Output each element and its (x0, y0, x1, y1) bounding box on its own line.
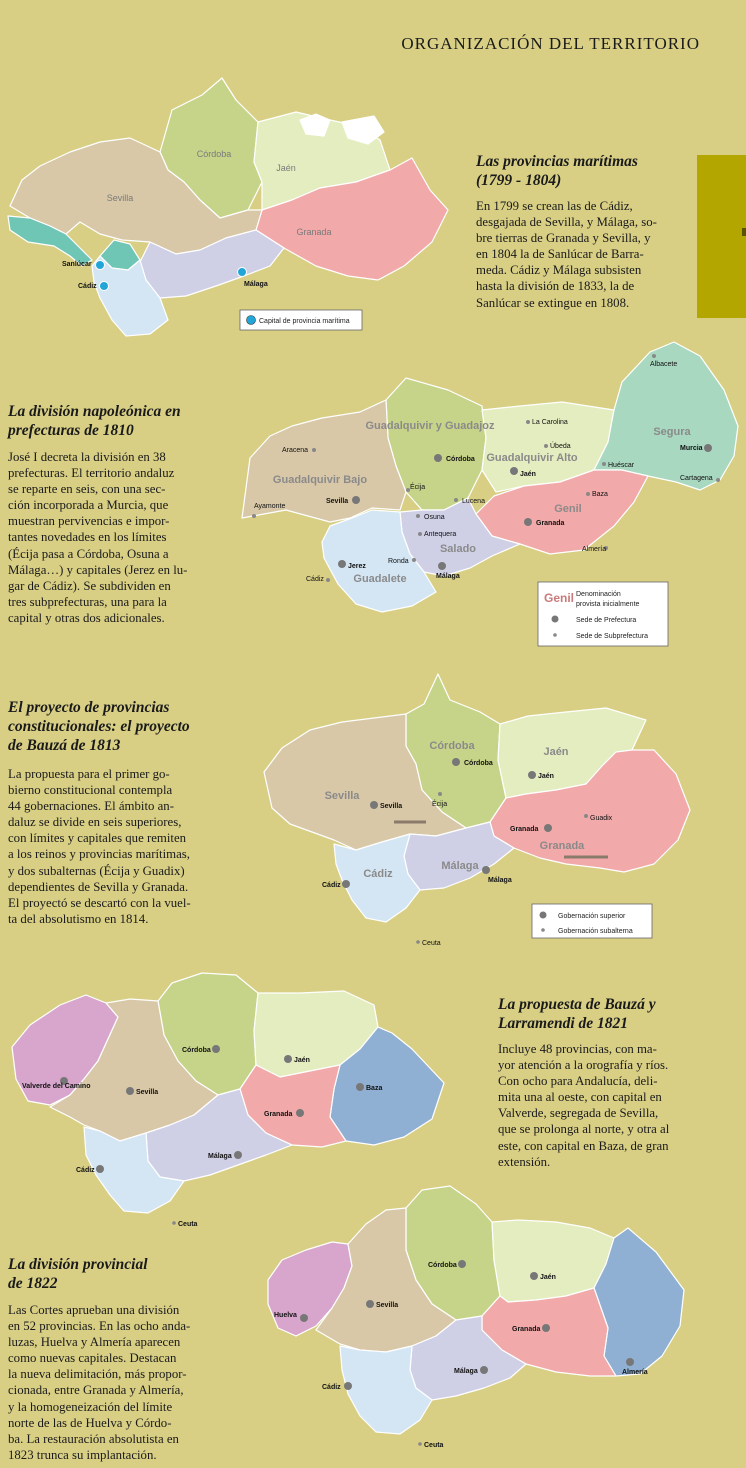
subalterna-label: Guadix (590, 815, 613, 822)
map-division1822 (256, 1180, 696, 1460)
text-line: Las Cortes aprueban una división (8, 1303, 180, 1317)
section-text-napoleonica (8, 449, 214, 626)
prefectura-label: Jaén (520, 471, 536, 478)
capital-dot (458, 1260, 466, 1268)
prefectura-dot (704, 444, 712, 452)
subprefectura-label: Ayamonte (254, 503, 286, 510)
text-line: desgajada de Sevilla, y Málaga, so- (476, 215, 657, 230)
text-line: El proyectó se descartó con la vuel- (8, 895, 191, 910)
capital-label: Málaga (244, 281, 268, 288)
subalterna-dot (584, 814, 588, 818)
text-line: tantes novedades en los límites (8, 530, 167, 545)
subprefectura-label: La Carolina (532, 419, 568, 426)
subprefectura-label: Almería (582, 546, 607, 553)
section-text-division1822 (8, 1302, 214, 1463)
ceuta-dot (416, 940, 420, 944)
label-region: Málaga (441, 860, 479, 872)
subalterna-dot (438, 792, 442, 796)
title-line: El proyecto de provincias (8, 699, 170, 716)
text-line: (Écija pasa a Córdoba, Osuna a (8, 546, 169, 561)
prefectura-dot (338, 560, 346, 568)
capital-dot (300, 1314, 308, 1322)
subprefectura-label: Huéscar (608, 462, 635, 469)
text-line: mita una al oeste, con capital en (498, 1090, 662, 1105)
capital-dot (482, 866, 490, 874)
prefectura-dot (434, 454, 442, 462)
subprefectura-label: Aracena (282, 447, 309, 454)
legend-label: Gobernación superior (558, 913, 626, 920)
text-line: como nuevas capitales. Destacan (8, 1351, 177, 1366)
subprefectura-label: Baza (592, 491, 608, 498)
title-line: La división napoleónica en (8, 403, 181, 420)
section-text-maritimas (476, 198, 682, 311)
text-line: dependientes de Sevilla y Granada. (8, 879, 189, 894)
ceuta-dot (418, 1442, 422, 1446)
map-napoleonica (230, 330, 745, 650)
text-line: daluz se divide en seis superiores, (8, 815, 182, 830)
capital-label: Sevilla (136, 1089, 159, 1096)
title-line: La propuesta de Bauzá y (498, 996, 656, 1013)
label-region: Granada (539, 840, 585, 852)
ceuta-dot (172, 1221, 176, 1225)
map-bauza1813 (256, 668, 716, 953)
label-region: Salado (439, 543, 477, 555)
capital-label: Ceuta (424, 1442, 444, 1449)
capital-dot (96, 1165, 104, 1173)
text-line: José I decreta la división en 38 (8, 450, 166, 464)
legend-marker (540, 912, 547, 919)
text-line: Valverde, segregada de Sevilla, (498, 1106, 659, 1121)
capital-dot (356, 1083, 364, 1091)
capital-label: Córdoba (464, 760, 493, 767)
legend-label: Capital de provincia marítima (259, 318, 350, 325)
capital-label: Cádiz (322, 1384, 341, 1391)
subprefectura-dot (602, 462, 606, 466)
section-title-bauza1813 (8, 698, 238, 755)
capital-dot (366, 1300, 374, 1308)
text-line: y la homogeneización del límite (8, 1399, 173, 1414)
subprefectura-dot (526, 420, 530, 424)
capital-dot (296, 1109, 304, 1117)
subprefectura-label: Cádiz (306, 576, 324, 583)
title-line: de 1822 (8, 1275, 58, 1292)
text-line: Incluye 48 provincias, con ma- (498, 1042, 657, 1056)
legend-label: Denominación (576, 591, 621, 598)
page-title: ORGANIZACIÓN DEL TERRITORIO (401, 34, 700, 53)
tab-marker (742, 228, 746, 236)
subprefectura-dot (652, 354, 656, 358)
capital-label: Sevilla (376, 1302, 399, 1309)
prefectura-dot (438, 562, 446, 570)
legend-marker (541, 928, 545, 932)
capital-dot (544, 824, 552, 832)
title-line: Las provincias marítimas (476, 153, 638, 170)
capital-dot (530, 1272, 538, 1280)
text-line: Málaga…) y capitales (Jerez en lu- (8, 562, 188, 577)
prefectura-dot (524, 518, 532, 526)
title-line: La división provincial (8, 1256, 148, 1273)
capital-dot (344, 1382, 352, 1390)
legend-marker (552, 616, 559, 623)
title-line: prefecturas de 1810 (8, 422, 134, 439)
label-region: Guadalquivir Bajo (272, 474, 368, 486)
text-line: extensión. (498, 1154, 551, 1169)
capital-dot (542, 1324, 550, 1332)
label-region: Guadalquivir y Guadajoz (365, 420, 495, 432)
text-line: cionada, entre Granada y Almería, (8, 1383, 184, 1398)
label-region: Guadalete (353, 573, 407, 585)
capital-label: Cádiz (322, 882, 341, 889)
capital-label: Cádiz (78, 283, 97, 290)
capital-label: Ceuta (422, 940, 441, 947)
capital-dot (100, 282, 109, 291)
text-line: se reparte en seis, con una sec- (8, 482, 166, 497)
subprefectura-dot (412, 558, 416, 562)
subprefectura-label: Lucena (462, 498, 485, 505)
text-line: prefecturas. El territorio andaluz (8, 466, 175, 481)
capital-dot (284, 1055, 292, 1063)
subprefectura-label: Osuna (424, 514, 445, 521)
section-title-napoleonica (8, 402, 228, 440)
capital-label: Sanlúcar (62, 261, 92, 268)
legend-marker (553, 633, 557, 637)
label-region: Córdoba (429, 740, 475, 752)
text-line: yor atención a la orografía y ríos. (498, 1058, 669, 1073)
capital-dot (480, 1366, 488, 1374)
text-line: hasta la división de 1833, la de (476, 279, 635, 294)
capital-dot (528, 771, 536, 779)
prefectura-label: Sevilla (326, 498, 349, 505)
prefectura-label: Jerez (348, 563, 366, 570)
subprefectura-dot (252, 514, 256, 518)
text-line: bre tierras de Granada y Sevilla, y (476, 231, 651, 246)
section-title-maritimas (476, 152, 696, 190)
text-line: muestran pervivencias e impor- (8, 514, 170, 529)
text-line: meda. Cádiz y Málaga subsisten (476, 263, 642, 278)
capital-label: Huelva (274, 1312, 297, 1319)
text-line: la nueva delimitación, más propor- (8, 1367, 187, 1382)
text-line: norte de las de Huelva y Córdo- (8, 1415, 172, 1430)
text-line: bierno constitucional contempla (8, 783, 173, 798)
label-region: Granada (296, 227, 332, 237)
capital-label: Valverde del Camino (22, 1083, 91, 1090)
legend-label: Gobernación subalterna (558, 928, 633, 935)
capital-dot (370, 801, 378, 809)
section-tab (697, 155, 746, 318)
legend-label: Sede de Subprefectura (576, 633, 648, 640)
capital-label: Jaén (540, 1274, 556, 1281)
section-text-bauza1813 (8, 766, 214, 927)
subprefectura-dot (454, 498, 458, 502)
capital-label: Córdoba (182, 1047, 211, 1054)
text-line: capital y otras dos adicionales. (8, 610, 165, 625)
text-line: tres subprefecturas, una para la (8, 594, 167, 609)
subprefectura-dot (716, 478, 720, 482)
subprefectura-dot (416, 514, 420, 518)
capital-label: Jaén (294, 1057, 310, 1064)
capital-label: Córdoba (428, 1262, 457, 1269)
text-line: En 1799 se crean las de Cádiz, (476, 199, 633, 213)
capital-dot (126, 1087, 134, 1095)
legend-marker (247, 316, 256, 325)
section-title-division1822 (8, 1255, 228, 1293)
subprefectura-label: Albacete (650, 361, 678, 368)
capital-label: Almería (622, 1369, 648, 1376)
text-line: en 1804 la de Sanlúcar de Barra- (476, 247, 644, 262)
text-line: este, con capital en Baza, de gran (498, 1138, 669, 1153)
subprefectura-dot (418, 532, 422, 536)
title-line: de Bauzá de 1813 (8, 737, 121, 754)
legend-label: Sede de Prefectura (576, 617, 637, 624)
capital-label: Málaga (454, 1368, 478, 1375)
prefectura-label: Córdoba (446, 456, 475, 463)
capital-label: Baza (366, 1085, 383, 1092)
text-line: y dos subalternas (Écija y Guadix) (8, 863, 185, 878)
text-line: 1823 trunca su implantación. (8, 1447, 157, 1462)
capital-label: Ceuta (178, 1221, 198, 1228)
label-region: Cádiz (363, 868, 393, 880)
prefectura-dot (352, 496, 360, 504)
label-region: Segura (653, 426, 691, 438)
label-region: Guadalquivir Alto (486, 452, 578, 464)
capital-label: Sevilla (380, 803, 403, 810)
map-maritimas (0, 70, 460, 350)
subprefectura-dot (544, 444, 548, 448)
capital-dot (238, 268, 247, 277)
label-region: Jaén (543, 746, 569, 758)
text-line: ción incorporada a Murcia, que (8, 498, 169, 513)
capital-label: Jaén (538, 773, 554, 780)
label-region: Genil (554, 503, 582, 515)
subprefectura-label: Cartagena (680, 475, 713, 482)
text-line: con límites y capitales que remiten (8, 831, 187, 846)
label-region: Córdoba (196, 149, 232, 159)
capital-label: Granada (510, 826, 539, 833)
title-line: Larramendi de 1821 (498, 1015, 629, 1032)
text-line: ta del absolutismo en 1814. (8, 911, 149, 926)
label-region: Sevilla (106, 193, 134, 203)
text-line: La propuesta para el primer go- (8, 767, 170, 781)
prefectura-label: Murcia (680, 445, 703, 452)
title-line: constitucionales: el proyecto (8, 718, 190, 735)
capital-label: Granada (512, 1326, 541, 1333)
capital-dot (342, 880, 350, 888)
text-line: luzas, Huelva y Almería aparecen (8, 1335, 181, 1350)
text-line: ba. La restauración absolutista en (8, 1431, 179, 1446)
capital-dot (626, 1358, 634, 1366)
capital-dot (452, 758, 460, 766)
text-line: Con ocho para Andalucía, deli- (498, 1074, 658, 1089)
prefectura-dot (510, 467, 518, 475)
capital-label: Málaga (208, 1153, 232, 1160)
capital-dot (96, 261, 105, 270)
capital-dot (212, 1045, 220, 1053)
text-line: 44 gobernaciones. El ámbito an- (8, 799, 174, 814)
section-title-bauza1821 (498, 995, 718, 1033)
label-region: Jaén (276, 163, 296, 173)
subprefectura-label: Antequera (424, 531, 457, 538)
legend-sample: Genil (544, 591, 575, 605)
title-line: (1799 - 1804) (476, 172, 562, 189)
legend-label: provista inicialmente (576, 601, 640, 608)
subalterna-label: Écija (432, 801, 448, 808)
text-line: gar de Cádiz). Se subdividen en (8, 578, 171, 593)
prefectura-label: Málaga (436, 573, 460, 580)
subprefectura-dot (586, 492, 590, 496)
subprefectura-label: Écija (410, 484, 426, 491)
subprefectura-dot (312, 448, 316, 452)
capital-label: Granada (264, 1111, 293, 1118)
text-line: Sanlúcar se extingue en 1808. (476, 295, 630, 310)
capital-dot (234, 1151, 242, 1159)
prefectura-label: Granada (536, 520, 565, 527)
subprefectura-label: Úbeda (550, 443, 571, 450)
capital-label: Cádiz (76, 1167, 95, 1174)
text-line: a los reinos y provincias marítimas, (8, 847, 190, 862)
subprefectura-label: Ronda (388, 558, 409, 565)
label-region: Sevilla (324, 790, 360, 802)
subprefectura-dot (326, 578, 330, 582)
section-text-bauza1821 (498, 1041, 700, 1170)
capital-label: Málaga (488, 877, 512, 884)
text-line: en 52 provincias. En las ocho anda- (8, 1319, 191, 1334)
text-line: que se prolonga al norte, y otra al (498, 1122, 670, 1137)
